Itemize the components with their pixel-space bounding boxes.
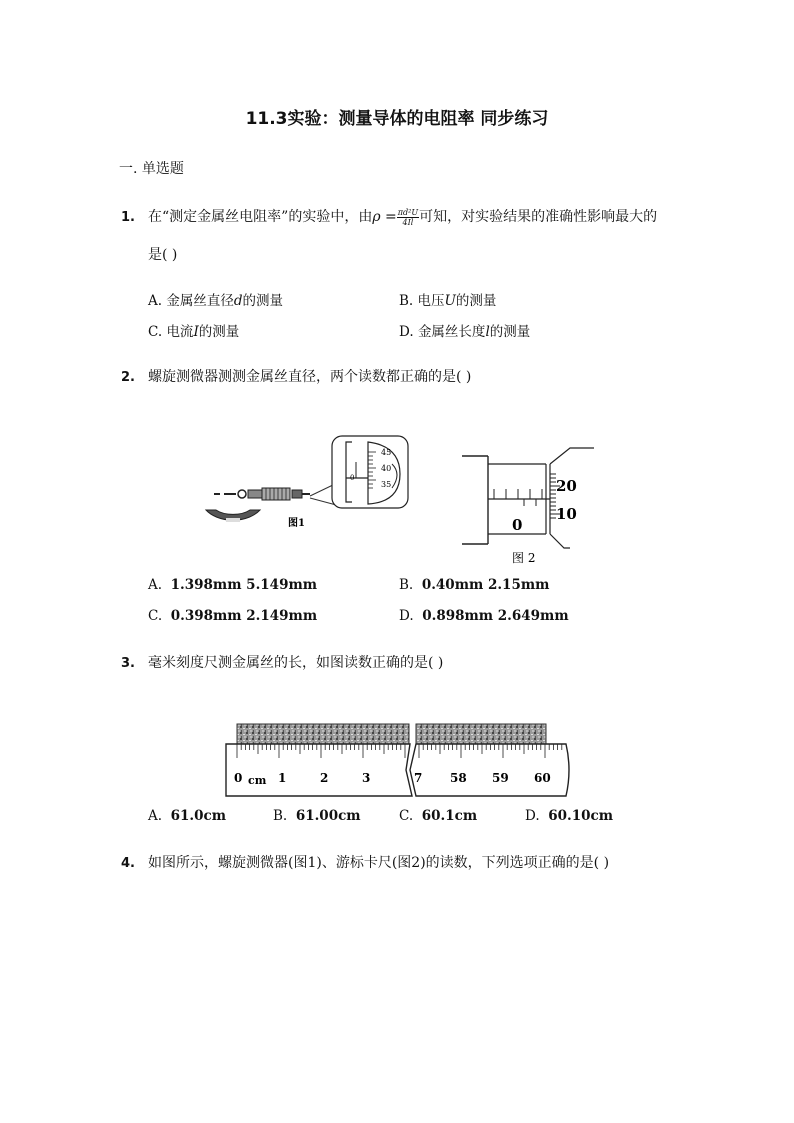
ruler-label-58: 58 (450, 771, 467, 785)
q1-option-a[interactable] (148, 289, 283, 309)
question-3-text: 毫米刻度尺测金属丝的长，如图读数正确的是( ) (148, 655, 444, 671)
thimble-bottom (550, 534, 570, 548)
option-value: 61.0cm (170, 808, 227, 824)
ruler-label-0: 0 (234, 771, 243, 785)
option-label: C. (148, 324, 163, 340)
q3-option-a[interactable] (148, 808, 226, 824)
q1-formula-numerator: πd²U (397, 207, 419, 217)
q2-option-b[interactable] (399, 577, 549, 593)
option-text: 的测量 (198, 324, 240, 340)
q2-figure-2-micrometer (458, 444, 598, 568)
page-title: 11.3实验：测量导体的电阻率 同步练习 (245, 109, 549, 129)
micrometer-anvil (238, 490, 246, 498)
option-value: 61.00cm (295, 808, 361, 824)
q1-option-d[interactable] (399, 320, 530, 340)
option-text: 的测量 (455, 293, 497, 309)
question-4-text: 如图所示，螺旋测微器(图1)、游标卡尺(图2)的读数，下列选项正确的是( ) (148, 855, 610, 871)
ruler-label-1: 1 (278, 771, 287, 785)
q2-figure-1-micrometer (200, 432, 415, 542)
option-var: I (193, 324, 199, 340)
question-1-text (148, 206, 657, 227)
option-var: l (485, 324, 490, 340)
option-value: 1.398mm 5.149mm (170, 577, 318, 593)
q2-option-d[interactable] (399, 608, 569, 624)
ruler-label-3: 3 (362, 771, 371, 785)
option-text: 的测量 (489, 324, 531, 340)
option-var: d (233, 293, 243, 309)
question-2-text: 螺旋测微器测测金属丝直径，两个读数都正确的是( ) (148, 369, 472, 385)
fig1-scale-45: 45 (381, 448, 392, 457)
q1-option-b[interactable] (399, 289, 496, 309)
q3-option-c[interactable] (399, 808, 477, 824)
option-value: 0.898mm 2.649mm (422, 608, 569, 624)
callout-line-1 (310, 484, 335, 496)
option-label: A. (148, 577, 163, 593)
option-value: 0.398mm 2.149mm (170, 608, 318, 624)
ruler-label-60: 60 (534, 771, 551, 785)
ruler-label-2: 2 (320, 771, 329, 785)
micrometer-frame-mark (226, 518, 240, 522)
micrometer-ratchet (292, 490, 302, 498)
q1-formula-fraction (397, 208, 419, 227)
micrometer-spindle (248, 490, 262, 498)
thimble-top (550, 448, 594, 464)
ruler-label-59: 59 (492, 771, 509, 785)
option-text: 的测量 (242, 293, 283, 309)
option-label: C. (148, 608, 163, 624)
q3-option-d[interactable] (525, 808, 613, 824)
option-value: 60.10cm (548, 808, 614, 824)
question-3-number: 3. (121, 656, 135, 671)
ruler-label-cm: cm (248, 774, 267, 787)
fig1-scale-40: 40 (381, 464, 392, 473)
q1-text-after: 可知，对实验结果的准确性影响最大的 (419, 209, 658, 225)
fig2-scale-20: 20 (556, 477, 577, 495)
option-value: 60.1cm (421, 808, 478, 824)
question-4-number: 4. (121, 856, 135, 871)
q1-formula-lhs: ρ = (372, 209, 397, 225)
section-heading: 一. 单选题 (119, 161, 184, 177)
ruler-label-7: 7 (414, 771, 423, 785)
option-label: C. (399, 808, 414, 824)
q1-formula-denominator: 4Il (402, 217, 414, 227)
question-2-number: 2. (121, 370, 135, 385)
fig2-scale-10: 10 (556, 505, 577, 523)
q1-option-c[interactable] (148, 320, 239, 340)
fig1-scale-35: 35 (381, 480, 392, 489)
q2-option-a[interactable] (148, 577, 317, 593)
option-label: B. (273, 808, 288, 824)
option-label: D. (525, 808, 540, 824)
fig1-caption: 图1 (288, 518, 305, 529)
question-1-number: 1. (121, 210, 135, 225)
q2-option-c[interactable] (148, 608, 317, 624)
wire-left-segment (237, 724, 409, 744)
q3-option-b[interactable] (273, 808, 361, 824)
q3-ruler-figure (222, 720, 574, 798)
option-value: 0.40mm 2.15mm (421, 577, 550, 593)
option-label: D. (399, 324, 414, 340)
option-label: D. (399, 608, 414, 624)
fig2-caption: 图 2 (512, 551, 536, 565)
option-label: B. (399, 293, 414, 309)
option-label: A. (148, 293, 163, 309)
option-text: 电压 (417, 293, 445, 309)
option-label: B. (399, 577, 414, 593)
question-1-text-line2: 是( ) (148, 247, 178, 263)
option-text: 电流 (166, 324, 194, 340)
option-label: A. (148, 808, 163, 824)
option-var: U (444, 293, 456, 309)
wire-right-segment (416, 724, 546, 744)
fig1-scale-0: 0 (350, 474, 355, 482)
q1-text-before: 在“测定金属丝电阻率”的实验中，由 (148, 209, 373, 225)
option-text: 金属丝长度 (417, 324, 486, 340)
option-text: 金属丝直径 (166, 293, 234, 309)
fig2-scale-0: 0 (512, 516, 523, 534)
